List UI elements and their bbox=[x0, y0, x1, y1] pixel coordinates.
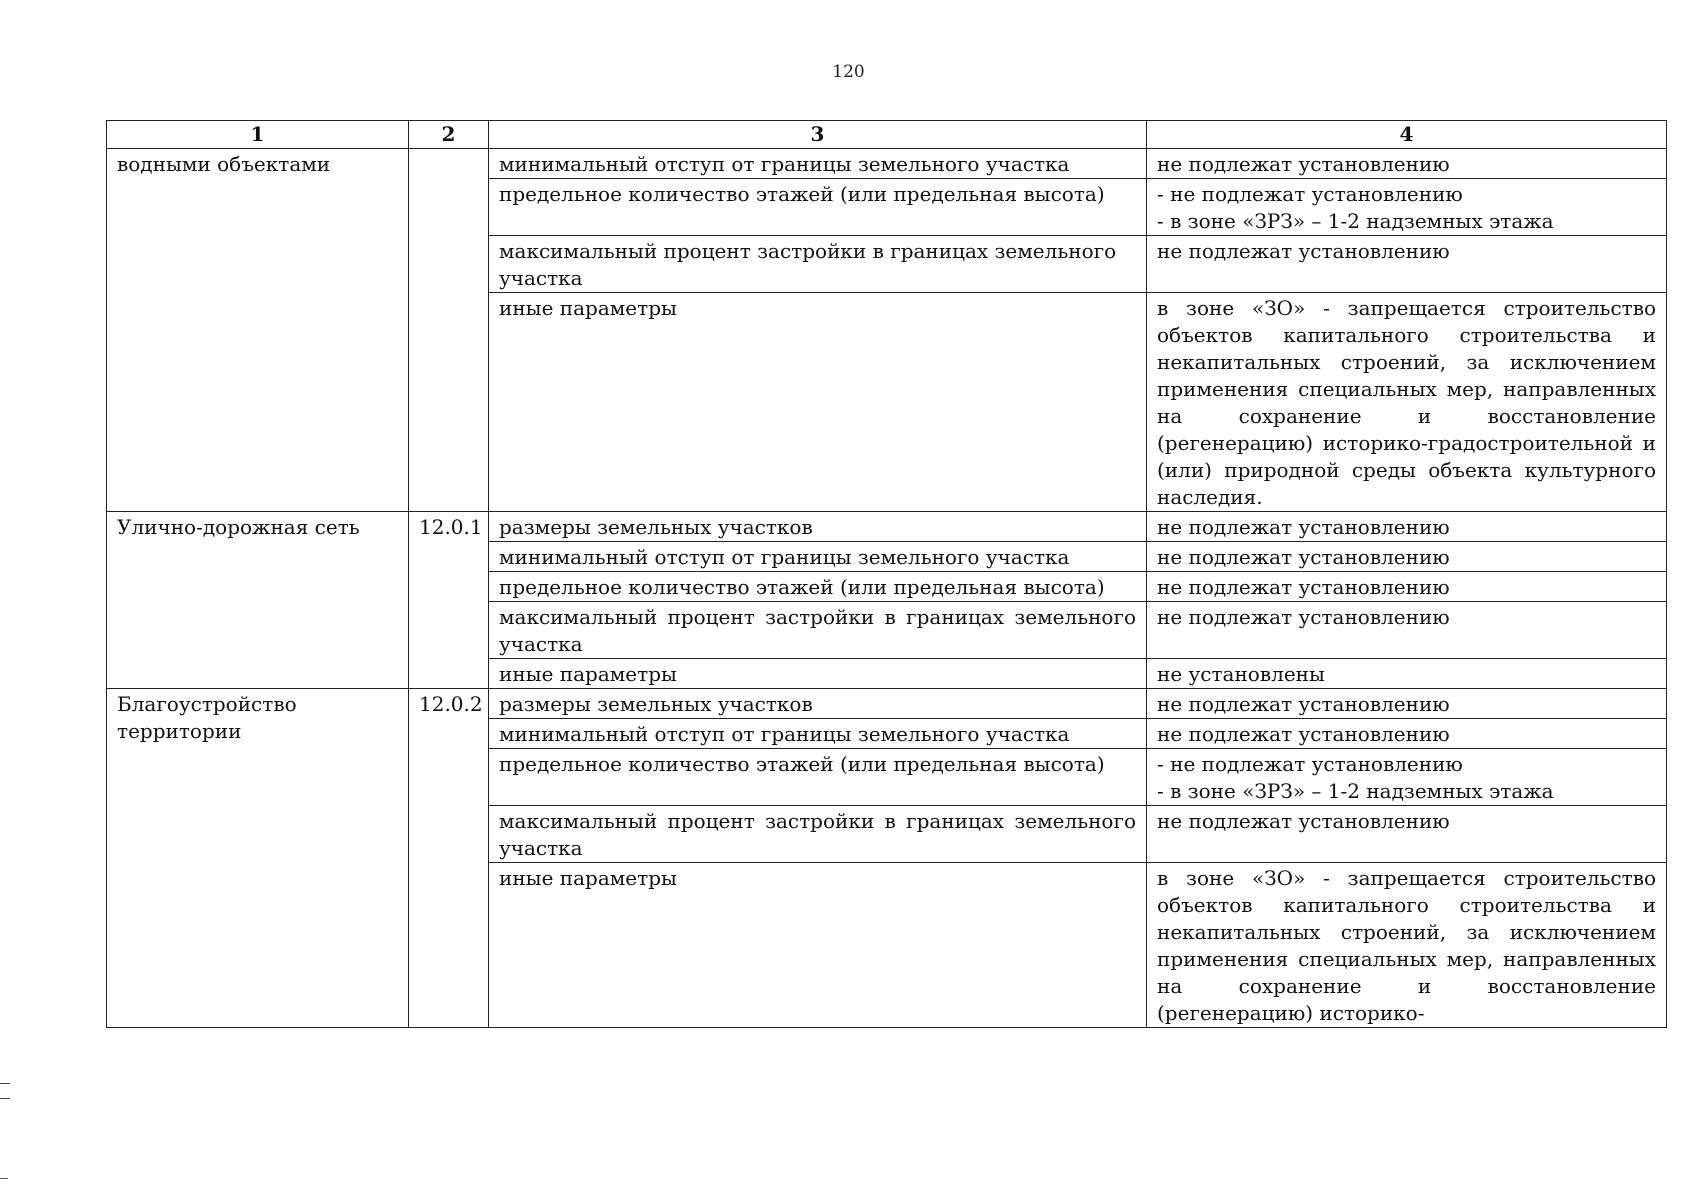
regulations-table bbox=[106, 120, 1667, 1028]
param-cell: иные параметры bbox=[489, 863, 1147, 1028]
value-cell bbox=[1147, 749, 1667, 806]
group-name: Благоустройство территории bbox=[107, 689, 409, 1028]
value-cell: в зоне «ЗО» - запрещается строительство объектов капитального строительства и некапитальных строений, за исключением применения специальных мер, направленных на сохранение и восстановление (регенерацию) историко- bbox=[1147, 863, 1667, 1028]
header-col-2: 2 bbox=[409, 121, 489, 149]
value-cell: не подлежат установлению bbox=[1147, 719, 1667, 749]
group-code: 12.0.1 bbox=[409, 512, 489, 689]
param-cell: размеры земельных участков bbox=[489, 689, 1147, 719]
header-col-4: 4 bbox=[1147, 121, 1667, 149]
group-name: Улично-дорожная сеть bbox=[107, 512, 409, 689]
table-row bbox=[107, 512, 1667, 542]
scan-edge-mark bbox=[0, 1178, 8, 1179]
table-row bbox=[107, 149, 1667, 179]
param-cell: иные параметры bbox=[489, 293, 1147, 512]
param-cell: минимальный отступ от границы земельного участка bbox=[489, 542, 1147, 572]
value-cell: не подлежат установлению bbox=[1147, 236, 1667, 293]
value-cell: в зоне «ЗО» - запрещается строительство объектов капитального строительства и некапитальных строений, за исключением применения специальных мер, направленных на сохранение и восстановление (регенерацию) историко-градостроительной и (или) природной среды объекта культурного наследия. bbox=[1147, 293, 1667, 512]
value-line: - в зоне «ЗРЗ» – 1-2 надземных этажа bbox=[1157, 779, 1554, 803]
value-cell: не подлежат установлению bbox=[1147, 689, 1667, 719]
value-line: - в зоне «ЗРЗ» – 1-2 надземных этажа bbox=[1157, 209, 1554, 233]
param-cell: максимальный процент застройки в границах земельного участка bbox=[489, 602, 1147, 659]
value-cell: не подлежат установлению bbox=[1147, 149, 1667, 179]
group-code bbox=[409, 149, 489, 512]
header-col-3: 3 bbox=[489, 121, 1147, 149]
header-row bbox=[107, 121, 1667, 149]
value-line: - не подлежат установлению bbox=[1157, 182, 1463, 206]
value-cell: не установлены bbox=[1147, 659, 1667, 689]
value-cell: не подлежат установлению bbox=[1147, 542, 1667, 572]
value-cell: не подлежат установлению bbox=[1147, 512, 1667, 542]
page-number: 120 bbox=[832, 62, 865, 82]
value-cell: не подлежат установлению bbox=[1147, 572, 1667, 602]
table-row bbox=[107, 689, 1667, 719]
group-code: 12.0.2 bbox=[409, 689, 489, 1028]
param-cell: максимальный процент застройки в границах земельного участка bbox=[489, 806, 1147, 863]
param-cell: предельное количество этажей (или предельная высота) bbox=[489, 572, 1147, 602]
group-name: водными объектами bbox=[107, 149, 409, 512]
value-line: - не подлежат установлению bbox=[1157, 752, 1463, 776]
param-cell: иные параметры bbox=[489, 659, 1147, 689]
param-cell: максимальный процент застройки в границах земельного участка bbox=[489, 236, 1147, 293]
value-cell bbox=[1147, 179, 1667, 236]
param-cell: размеры земельных участков bbox=[489, 512, 1147, 542]
param-cell: предельное количество этажей (или предельная высота) bbox=[489, 179, 1147, 236]
param-cell: предельное количество этажей (или предельная высота) bbox=[489, 749, 1147, 806]
header-col-1: 1 bbox=[107, 121, 409, 149]
scan-edge-mark bbox=[0, 1083, 10, 1099]
param-cell: минимальный отступ от границы земельного участка bbox=[489, 149, 1147, 179]
param-cell: минимальный отступ от границы земельного участка bbox=[489, 719, 1147, 749]
value-cell: не подлежат установлению bbox=[1147, 602, 1667, 659]
value-cell: не подлежат установлению bbox=[1147, 806, 1667, 863]
